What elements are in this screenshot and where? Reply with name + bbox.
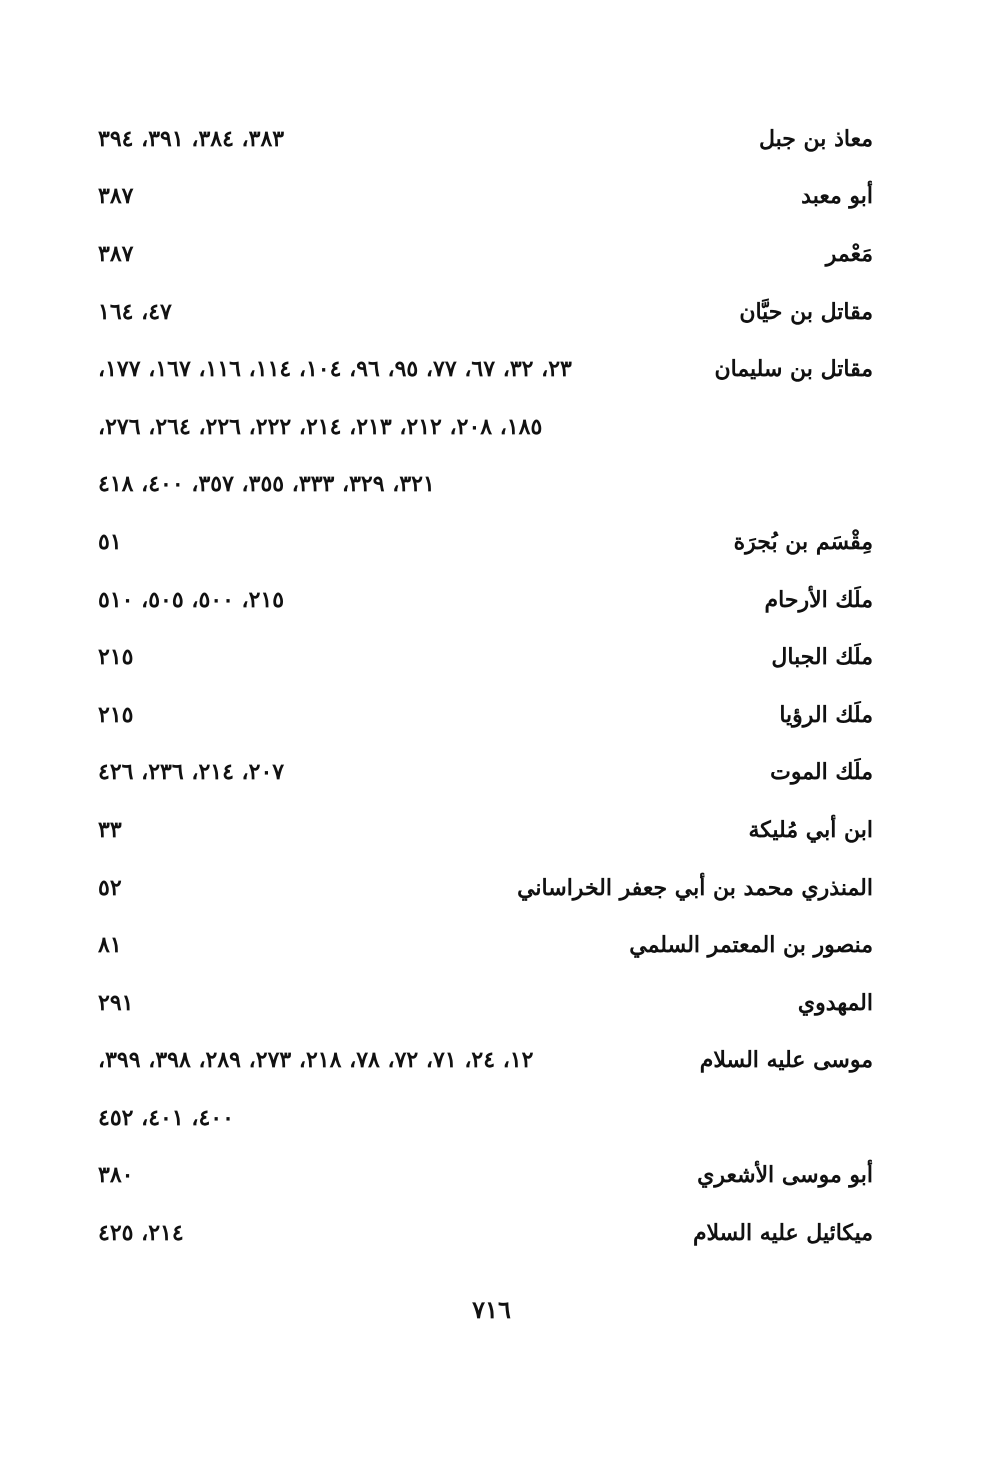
index-entry — [98, 1204, 873, 1262]
index-entry-continuation — [98, 456, 873, 514]
entry-name: أبو موسى الأشعري — [697, 1162, 873, 1189]
entry-pages: ٥٢ — [98, 874, 122, 901]
entry-pages: ٢١٥، ٥٠٠، ٥٠٥، ٥١٠ — [98, 586, 285, 613]
entry-name: ابن أبي مُليكة — [748, 816, 873, 843]
entry-name: ملَك الموت — [770, 759, 873, 786]
entry-pages: ٢١٥ — [98, 644, 134, 671]
entry-pages: ٣٨٣، ٣٨٤، ٣٩١، ٣٩٤ — [98, 125, 285, 152]
index-entry-continuation — [98, 1089, 873, 1147]
entry-name: مقاتل بن حيَّان — [739, 298, 873, 325]
name-index — [98, 110, 873, 1262]
entry-name: المنذري محمد بن أبي جعفر الخراساني — [517, 874, 873, 901]
index-entry — [98, 744, 873, 802]
index-entry — [98, 571, 873, 629]
entry-pages: ٢١٥ — [98, 701, 134, 728]
entry-pages: ١٨٥، ٢٠٨، ٢١٢، ٢١٣، ٢١٤، ٢٢٢، ٢٢٦، ٢٦٤، ٢٧٦، — [98, 413, 543, 440]
page-number: ٧١٦ — [472, 1295, 511, 1324]
index-entry — [98, 513, 873, 571]
entry-name: المهدوي — [797, 989, 873, 1016]
entry-name: ملَك الجبال — [771, 644, 873, 671]
entry-pages: ٢٩١ — [98, 989, 134, 1016]
entry-name: مَعْمر — [825, 240, 873, 267]
entry-pages: ٢٠٧، ٢١٤، ٢٣٦، ٤٢٦ — [98, 759, 285, 786]
index-entry — [98, 801, 873, 859]
entry-name: معاذ بن جبل — [759, 125, 873, 152]
entry-pages: ٣٨٧ — [98, 183, 134, 210]
index-entry — [98, 1147, 873, 1205]
entry-pages: ٨١ — [98, 932, 122, 959]
entry-name: موسى عليه السلام — [699, 1047, 873, 1074]
index-entry — [98, 283, 873, 341]
entry-pages: ٢١٤، ٤٢٥ — [98, 1220, 184, 1247]
entry-name: مِقْسَم بن بُجرَة — [733, 528, 873, 555]
index-entry — [98, 110, 873, 168]
index-entry — [98, 1032, 873, 1090]
entry-name: منصور بن المعتمر السلمي — [629, 932, 873, 959]
entry-name: ملَك الرؤيا — [779, 701, 873, 728]
entry-name: أبو معبد — [801, 183, 873, 210]
entry-pages: ٢٣، ٣٢، ٦٧، ٧٧، ٩٥، ٩٦، ١٠٤، ١١٤، ١١٦، ١٦٧، ١٧٧، — [98, 356, 572, 383]
entry-pages: ٣٨٧ — [98, 240, 134, 267]
entry-pages: ١٢، ٢٤، ٧١، ٧٢، ٧٨، ٢١٨، ٢٧٣، ٢٨٩، ٣٩٨، ٣٩٩، — [98, 1047, 534, 1074]
entry-pages: ٣٣ — [98, 816, 122, 843]
index-entry — [98, 974, 873, 1032]
index-entry — [98, 168, 873, 226]
index-entry — [98, 225, 873, 283]
entry-pages: ٣٢١، ٣٢٩، ٣٣٣، ٣٥٥، ٣٥٧، ٤٠٠، ٤١٨ — [98, 471, 435, 498]
index-entry — [98, 859, 873, 917]
index-entry — [98, 628, 873, 686]
entry-pages: ٣٨٠ — [98, 1162, 134, 1189]
entry-name: مقاتل بن سليمان — [714, 356, 873, 383]
index-entry — [98, 340, 873, 398]
entry-pages: ٤٧، ١٦٤ — [98, 298, 172, 325]
entry-pages: ٥١ — [98, 528, 122, 555]
entry-pages: ٤٠٠، ٤٠١، ٤٥٢ — [98, 1104, 234, 1131]
index-entry — [98, 916, 873, 974]
index-entry-continuation — [98, 398, 873, 456]
index-entry — [98, 686, 873, 744]
entry-name: ملَك الأرحام — [764, 586, 873, 613]
entry-name: ميكائيل عليه السلام — [692, 1220, 873, 1247]
